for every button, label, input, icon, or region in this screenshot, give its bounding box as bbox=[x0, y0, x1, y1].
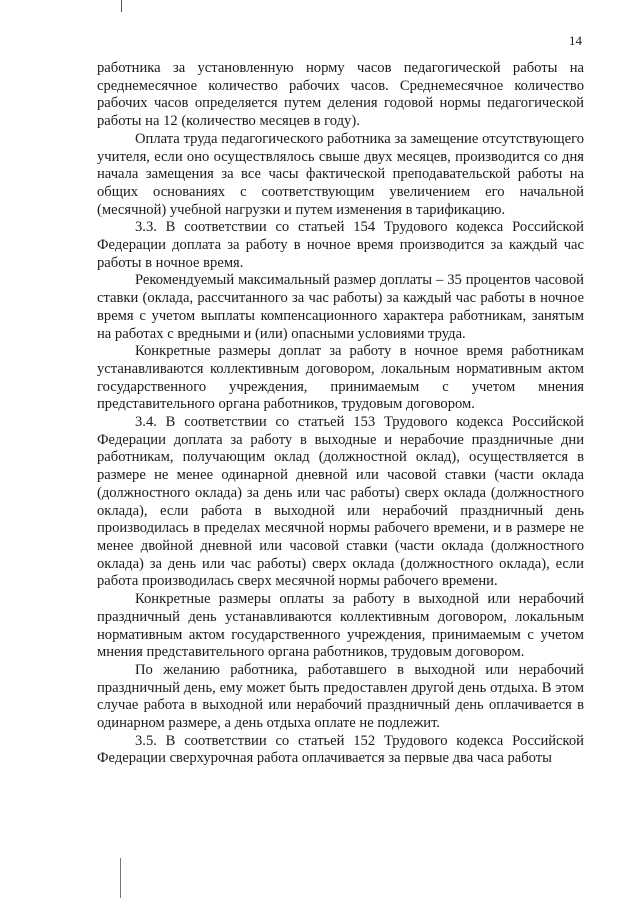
paragraph-night-pay-amounts: Конкретные размеры доплат за работу в ночное время работникам устанавливаются коллективным договором, локальным нормативным актом государственного учреждения, принимаемым с учетом мнения представительного органа работников, трудовым договором. bbox=[97, 343, 584, 413]
paragraph-section-3-5: 3.5. В соответствии со статьей 152 Трудового кодекса Российской Федерации сверхурочная работа оплачивается за первые два часа работы bbox=[97, 732, 584, 767]
paragraph-section-3-3: 3.3. В соответствии со статьей 154 Трудового кодекса Российской Федерации доплата за работу в ночное время производится за каждый час работы в ночное время. bbox=[97, 219, 584, 271]
paragraph-continuation: работника за установленную норму часов педагогической работы на среднемесячное количество рабочих часов. Среднемесячное количество рабочих часов определяется путем деления годовой нормы педагогической работы на 12 (количество месяцев в году). bbox=[97, 60, 584, 130]
document-body bbox=[97, 60, 584, 768]
scan-margin-mark bbox=[121, 0, 122, 12]
scan-margin-mark-bottom bbox=[120, 858, 121, 898]
page-number: 14 bbox=[569, 33, 582, 48]
paragraph-substitute-teacher-pay: Оплата труда педагогического работника за замещение отсутствующего учителя, если оно осуществлялось свыше двух месяцев, производится со дня начала замещения за все часы фактической преподавательской работы на общих основаниях с соответствующим увеличением его начальной (месячной) учебной нагрузки и путем изменения в тарификацию. bbox=[97, 130, 584, 218]
paragraph-night-pay-recommendation: Рекомендуемый максимальный размер доплаты – 35 процентов часовой ставки (оклада, рассчитанного за час работы) за каждый час работы в ночное время с учетом выплаты компенсационного характера работникам, занятым на работах с вредными и (или) опасными условиями труда. bbox=[97, 272, 584, 342]
paragraph-holiday-pay-amounts: Конкретные размеры оплаты за работу в выходной или нерабочий праздничный день устанавливаются коллективным договором, локальным нормативным актом государственного учреждения, принимаемым с учетом мнения представительного органа работников, трудовым договором. bbox=[97, 591, 584, 661]
paragraph-day-off-option: По желанию работника, работавшего в выходной или нерабочий праздничный день, ему может быть предоставлен другой день отдыха. В этом случае работа в выходной или нерабочий праздничный день оплачивается в одинарном размере, а день отдыха оплате не подлежит. bbox=[97, 661, 584, 732]
paragraph-section-3-4: 3.4. В соответствии со статьей 153 Трудового кодекса Российской Федерации доплата за работу в выходные и нерабочие праздничные дни работникам, получающим оклад (должностной оклад), осуществляется в размере не менее одинарной дневной или часовой ставки (части оклада (должностного оклада) за день или час работы) сверх оклада (должностного оклада), если работа в выходной или нерабочий праздничный день производилась в пределах месячной нормы рабочего времени, и в размере не менее двойной дневной или часовой ставки (части оклада (должностного оклада) за день или час работы) сверх оклада (должностного оклада), если работа производилась сверх месячной нормы рабочего времени. bbox=[97, 414, 584, 590]
